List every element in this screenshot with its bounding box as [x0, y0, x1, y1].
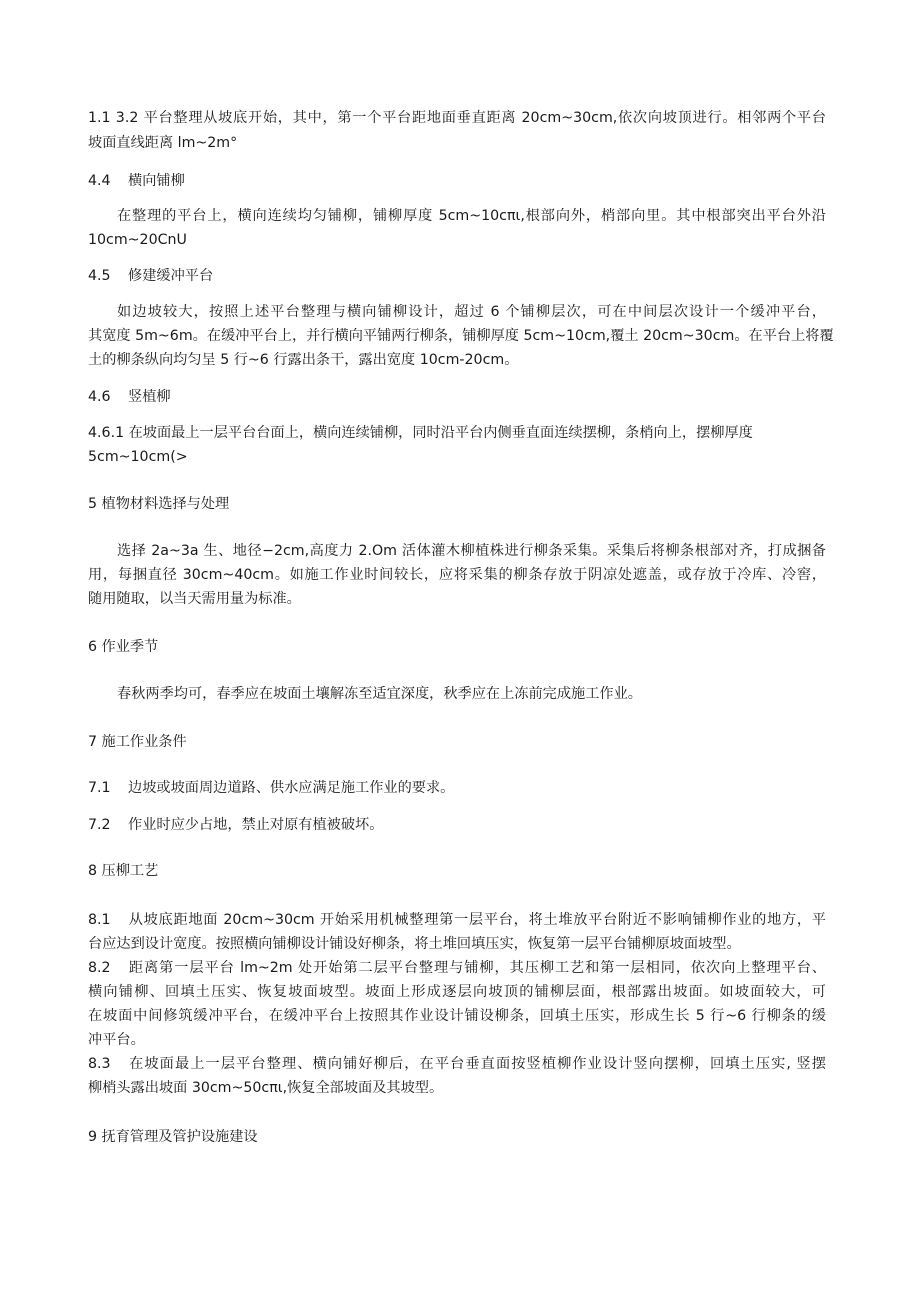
list-item-8-3-line: 柳梢头露出坡面 30cm~50cπι,恢复全部坡面及其坡型。 [88, 1080, 444, 1096]
paragraph-5-line: 随用随取，以当天需用量为标准。 [88, 591, 301, 607]
paragraph-4-5-line: 其宽度 5m~6m。在缓冲平台上，并行横向平铺两行柳条，铺柳厚度 5cm~10cm,覆土 20cm~30cm。在平台上将覆 [88, 328, 834, 344]
item-text: 作业时应少占地，禁止对原有植被破坏。 [128, 817, 384, 833]
paragraph-4-6-1-line: 5cm~10cm(> [88, 449, 188, 465]
paragraph-4-6-1-line: 4.6.1 在坡面最上一层平台台面上，横向连续铺柳，同时沿平台内侧垂直面连续摆柳，条梢向上，摆柳厚度 [88, 425, 753, 441]
section-heading-7: 7 施工作业条件 [88, 734, 187, 750]
section-number: 4.5 [88, 268, 111, 284]
item-number: 7.2 [88, 817, 111, 833]
item-number: 8.2 [88, 960, 111, 976]
section-title: 竖植柳 [128, 389, 171, 405]
paragraph-4-4-line: 10cm~20CnU [88, 232, 187, 248]
item-text: 从坡底距地面 20cm~30cm 开始采用机械整理第一层平台，将土堆放平台附近不影响铺柳作业的地方，平 [128, 912, 826, 928]
list-item-8-1 [88, 910, 826, 930]
list-item-8-2-line: 横向铺柳、回填土压实、恢复坡面坡型。坡面上形成逐层向坡顶的铺柳层面，根部露出坡面。如坡面较大，可 [88, 984, 826, 1000]
list-item-8-2 [88, 958, 826, 978]
item-number: 8.3 [88, 1056, 111, 1072]
list-item-8-3 [88, 1054, 826, 1074]
list-item-8-1-line: 台应达到设计宽度。按照横向铺柳设计铺设好柳条，将土堆回填压实，恢复第一层平台铺柳原坡面坡型。 [88, 936, 741, 952]
item-text: 距离第一层平台 lm~2m 处开始第二层平台整理与铺柳，其压柳工艺和第一层相同，依次向上整理平台、 [128, 960, 826, 976]
list-item-7-1 [88, 778, 454, 798]
section-heading-5: 5 植物材料选择与处理 [88, 496, 230, 512]
section-heading-8: 8 压柳工艺 [88, 863, 159, 879]
paragraph-5-line: 用，每捆直径 30cm~40cm。如施工作业时间较长，应将采集的柳条存放于阴凉处遮盖，或存放于冷库、冷窖， [88, 567, 826, 583]
section-heading-4-4 [88, 171, 185, 191]
item-text: 边坡或坡面周边道路、供水应满足施工作业的要求。 [128, 780, 455, 796]
list-item-8-2-line: 冲平台。 [88, 1032, 145, 1048]
section-title: 修建缓冲平台 [128, 268, 214, 284]
section-heading-4-6 [88, 387, 171, 407]
section-heading-9: 9 抚育管理及管护设施建设 [88, 1129, 258, 1145]
paragraph-4-5-line: 土的柳条纵向均匀呈 5 行~6 行露出条干，露出宽度 10cm-20cm。 [88, 352, 519, 368]
paragraph-5-line: 选择 2a~3a 生、地径−2cm,高度力 2.Om 活体灌木柳植株进行柳条采集。采集后将柳条根部对齐，打成捆备 [117, 543, 826, 559]
list-item-8-2-line: 在坡面中间修筑缓冲平台，在缓冲平台上按照其作业设计铺设柳条，回填土压实，形成生长 5 行~6 行柳条的缓 [88, 1008, 826, 1024]
item-number: 7.1 [88, 780, 111, 796]
paragraph-4-5-line: 如边坡较大，按照上述平台整理与横向铺柳设计，超过 6 个铺柳层次，可在中间层次设计一个缓冲平台， [117, 304, 826, 320]
section-heading-6: 6 作业季节 [88, 639, 159, 655]
paragraph-4-4-line: 在整理的平台上，横向连续均匀铺柳，铺柳厚度 5cm~10cπι,根部向外，梢部向里。其中根部突出平台外沿 [117, 208, 826, 224]
section-number: 4.6 [88, 389, 111, 405]
paragraph-3-2-line: 坡面直线距离 lm~2m° [88, 135, 238, 151]
item-text: 在坡面最上一层平台整理、横向铺好柳后，在平台垂直面按竖植柳作业设计竖向摆柳，回填土压实, 竖摆 [128, 1056, 826, 1072]
paragraph-3-2-line: 1.1 3.2 平台整理从坡底开始，其中，第一个平台距地面垂直距离 20cm~30cm,依次向坡顶进行。相邻两个平台 [88, 110, 826, 126]
section-title: 横向铺柳 [128, 173, 185, 189]
item-number: 8.1 [88, 912, 111, 928]
section-heading-4-5 [88, 266, 213, 286]
section-number: 4.4 [88, 173, 111, 189]
list-item-7-2 [88, 815, 383, 835]
paragraph-6-line: 春秋两季均可，春季应在坡面土壤解冻至适宜深度，秋季应在上冻前完成施工作业。 [117, 686, 642, 702]
